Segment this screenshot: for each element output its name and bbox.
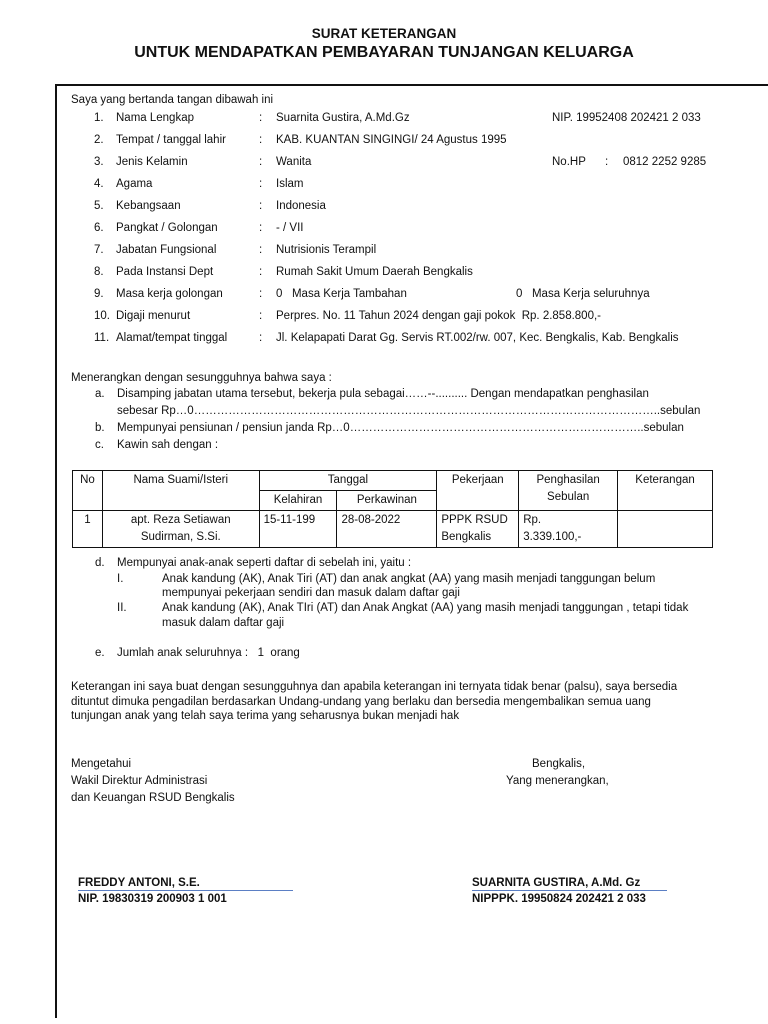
- field-number: 5.: [94, 200, 104, 212]
- header-income: [519, 471, 618, 511]
- field-value: Suarnita Gustira, A.Md.Gz: [276, 112, 410, 124]
- signer-left-id: NIP. 19830319 200903 1 001: [78, 893, 227, 905]
- table-header-row: [73, 471, 713, 491]
- field-label: Tempat / tanggal lahir: [116, 134, 226, 146]
- item-marker: e.: [95, 647, 105, 659]
- cell-no: 1: [73, 511, 103, 548]
- signer-right-name: SUARNITA GUSTIRA, A.Md. Gz: [472, 877, 641, 889]
- item-i-line: mempunyai pekerjaan sendiri dan masuk dalam daftar gaji: [162, 587, 460, 599]
- cell-income-line1: Rp.: [523, 514, 542, 526]
- cell-birth: 15-11-199: [259, 511, 337, 548]
- field-label: Kebangsaan: [116, 200, 181, 212]
- item-i-line: Anak kandung (AK), Anak Tiri (AT) dan anak angkat (AA) yang masih menjadi tanggungan belum: [162, 573, 656, 585]
- closing-line: dituntut dimuka pengadilan berdasarkan Undang-undang yang berlaku dan bersedia mengembalikan semua uang: [71, 696, 651, 708]
- sign-left-line: Mengetahui: [71, 758, 132, 770]
- field-label: Jenis Kelamin: [116, 156, 188, 168]
- signer-right-id: NIPPPK. 19950824 202421 2 033: [472, 893, 646, 905]
- cell-name: [102, 511, 259, 548]
- sign-right-line: Yang menerangkan,: [506, 775, 609, 787]
- header-date: Tanggal: [259, 471, 437, 491]
- header-birth: Kelahiran: [259, 491, 337, 511]
- field-colon: :: [259, 244, 263, 256]
- item-b-line: Mempunyai pensiunan / pensiun janda Rp…0…………………………………………………………………..sebulan: [117, 422, 684, 434]
- cell-job-line2: Bengkalis: [441, 531, 492, 543]
- header-marriage: Perkawinan: [337, 491, 437, 511]
- cell-job: [437, 511, 519, 548]
- sign-right-line: Bengkalis,: [532, 758, 586, 770]
- document-title: SURAT KETERANGAN: [311, 26, 457, 41]
- item-a-line: Disamping jabatan utama tersebut, bekerja pula sebagai……--.......... Dengan mendapatkan penghasilan: [117, 388, 649, 400]
- field-label: Masa kerja golongan: [116, 288, 223, 300]
- item-ii-line: Anak kandung (AK), Anak TIri (AT) dan Anak Angkat (AA) yang masih menjadi tanggungan , tetapi tidak: [162, 602, 689, 614]
- header-income-line2: Sebulan: [547, 491, 590, 503]
- field-value: Islam: [276, 178, 304, 190]
- field-value: Jl. Kelapapati Darat Gg. Servis RT.002/rw. 007, Kec. Bengkalis, Kab. Bengkalis: [276, 332, 679, 344]
- field-colon: :: [259, 288, 263, 300]
- field-value: Nutrisionis Terampil: [276, 244, 377, 256]
- item-marker: c.: [95, 439, 104, 451]
- sign-left-line: Wakil Direktur Administrasi: [71, 775, 208, 787]
- field-value: Rumah Sakit Umum Daerah Bengkalis: [276, 266, 473, 278]
- field-value: - / VII: [276, 222, 304, 234]
- cell-name-line2: Sudirman, S.Si.: [140, 531, 221, 543]
- header-no: No: [73, 471, 103, 511]
- field-colon: :: [259, 310, 263, 322]
- item-e-line: Jumlah anak seluruhnya : 1 orang: [117, 647, 300, 659]
- cell-marriage: 28-08-2022: [337, 511, 437, 548]
- item-marker: I.: [117, 573, 124, 585]
- field-label: Digaji menurut: [116, 310, 191, 322]
- field-label: Nama Lengkap: [116, 112, 194, 124]
- field-value: Perpres. No. 11 Tahun 2024 dengan gaji pokok Rp. 2.858.800,-: [276, 310, 601, 322]
- phone-colon: :: [605, 156, 609, 168]
- field-number: 4.: [94, 178, 104, 190]
- item-a-line: sebesar Rp…0…………………………………………………………………………………………………………..sebulan: [117, 405, 701, 417]
- nip-value: NIP. 19952408 202421 2 033: [552, 112, 701, 124]
- field-value: Indonesia: [276, 200, 326, 212]
- header-note: Keterangan: [618, 471, 713, 511]
- header-job: Pekerjaan: [437, 471, 519, 511]
- item-marker: II.: [117, 602, 127, 614]
- field-colon: :: [259, 112, 263, 124]
- signature-underline: [78, 890, 293, 891]
- table-row: [73, 511, 713, 548]
- field-label: Alamat/tempat tinggal: [116, 332, 228, 344]
- cell-job-line1: PPPK RSUD: [441, 514, 508, 526]
- closing-line: tunjungan anak yang telah saya terima yang seharusnya bukan menjadi hak: [71, 710, 460, 722]
- field-colon: :: [259, 332, 263, 344]
- closing-line: Keterangan ini saya buat dengan sesungguhnya dan apabila keterangan ini ternyata tidak benar (palsu), saya bersedia: [71, 681, 678, 693]
- spouse-table: [72, 470, 713, 548]
- field-number: 9.: [94, 288, 104, 300]
- cell-name-line1: apt. Reza Setiawan: [130, 514, 231, 526]
- header-income-line1: Penghasilan: [536, 474, 600, 486]
- field-value: Wanita: [276, 156, 312, 168]
- field-number: 2.: [94, 134, 104, 146]
- signer-left-name: FREDDY ANTONI, S.E.: [78, 877, 200, 889]
- field-colon: :: [259, 156, 263, 168]
- item-ii-line: masuk dalam daftar gaji: [162, 617, 285, 629]
- field-value: 0 Masa Kerja Tambahan: [276, 288, 407, 300]
- phone-label: No.HP: [552, 156, 586, 168]
- frame-top-border: [55, 84, 768, 86]
- signature-underline: [472, 890, 667, 891]
- field-colon: :: [259, 200, 263, 212]
- item-c-line: Kawin sah dengan :: [117, 439, 219, 451]
- cell-note: [618, 511, 713, 548]
- phone-value: 0812 2252 9285: [623, 156, 707, 168]
- field-label: Pangkat / Golongan: [116, 222, 218, 234]
- frame-left-border: [55, 84, 57, 1018]
- item-d-line: Mempunyai anak-anak seperti daftar di sebelah ini, yaitu :: [117, 557, 412, 569]
- field-value: KAB. KUANTAN SINGINGI/ 24 Agustus 1995: [276, 134, 507, 146]
- field-colon: :: [259, 266, 263, 278]
- field-colon: :: [259, 222, 263, 234]
- field-number: 11.: [94, 332, 110, 344]
- intro-text: Saya yang bertanda tangan dibawah ini: [71, 94, 274, 106]
- field-number: 10.: [94, 310, 110, 322]
- field-number: 6.: [94, 222, 104, 234]
- field-label: Pada Instansi Dept: [116, 266, 214, 278]
- statement-intro: Menerangkan dengan sesungguhnya bahwa saya :: [71, 372, 332, 384]
- field-label: Agama: [116, 178, 153, 190]
- field-colon: :: [259, 134, 263, 146]
- header-name: Nama Suami/Isteri: [102, 471, 259, 511]
- field-number: 8.: [94, 266, 104, 278]
- cell-income: [519, 511, 618, 548]
- field-number: 3.: [94, 156, 104, 168]
- item-marker: d.: [95, 557, 105, 569]
- field-label: Jabatan Fungsional: [116, 244, 217, 256]
- document-subtitle: UNTUK MENDAPATKAN PEMBAYARAN TUNJANGAN KELUARGA: [134, 44, 634, 61]
- cell-income-line2: 3.339.100,-: [523, 531, 582, 543]
- field-number: 7.: [94, 244, 104, 256]
- field-colon: :: [259, 178, 263, 190]
- field-number: 1.: [94, 112, 104, 124]
- sign-left-line: dan Keuangan RSUD Bengkalis: [71, 792, 235, 804]
- item-marker: a.: [95, 388, 105, 400]
- field-extra: 0 Masa Kerja seluruhnya: [516, 288, 650, 300]
- item-marker: b.: [95, 422, 105, 434]
